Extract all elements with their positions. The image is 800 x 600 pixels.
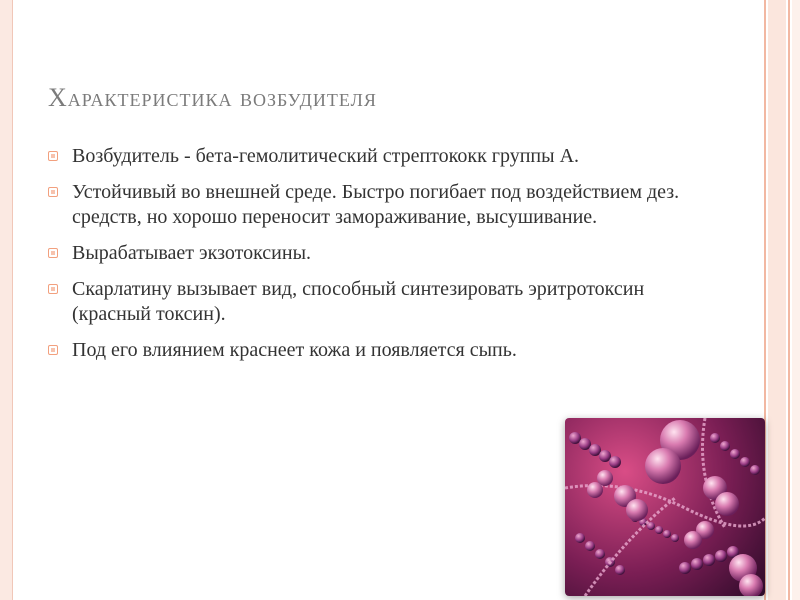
- bullet-item: [48, 144, 688, 169]
- bullet-item: [48, 277, 688, 327]
- square-bullet-icon: [48, 284, 58, 294]
- bullet-text: Скарлатину вызывает вид, способный синтезировать эритротоксин (красный токсин).: [72, 278, 645, 325]
- bullet-text: Под его влиянием краснеет кожа и появляется сыпь.: [72, 339, 517, 361]
- bullet-item: [48, 180, 688, 230]
- square-bullet-icon: [48, 151, 58, 161]
- slide-title: Характеристика возбудителя: [48, 83, 377, 112]
- slide-right-border-band: [768, 0, 786, 600]
- bullet-text: Вырабатывает экзотоксины.: [72, 242, 312, 264]
- bullet-item: [48, 241, 688, 266]
- bullet-text: Возбудитель - бета-гемолитический стрептококк группы А.: [72, 145, 580, 167]
- streptococcus-micrograph-image: [565, 418, 765, 596]
- bullet-list: [48, 144, 688, 374]
- square-bullet-icon: [48, 345, 58, 355]
- square-bullet-icon: [48, 248, 58, 258]
- slide-left-border: [0, 0, 13, 600]
- slide-right-border-line: [788, 0, 790, 600]
- slide-right-border-edge: [792, 0, 800, 600]
- square-bullet-icon: [48, 187, 58, 197]
- bullet-text: Устойчивый во внешней среде. Быстро погибает под воздействием дез. средств, но хорошо переносит замораживание, высушивание.: [72, 181, 680, 228]
- bullet-item: [48, 338, 688, 363]
